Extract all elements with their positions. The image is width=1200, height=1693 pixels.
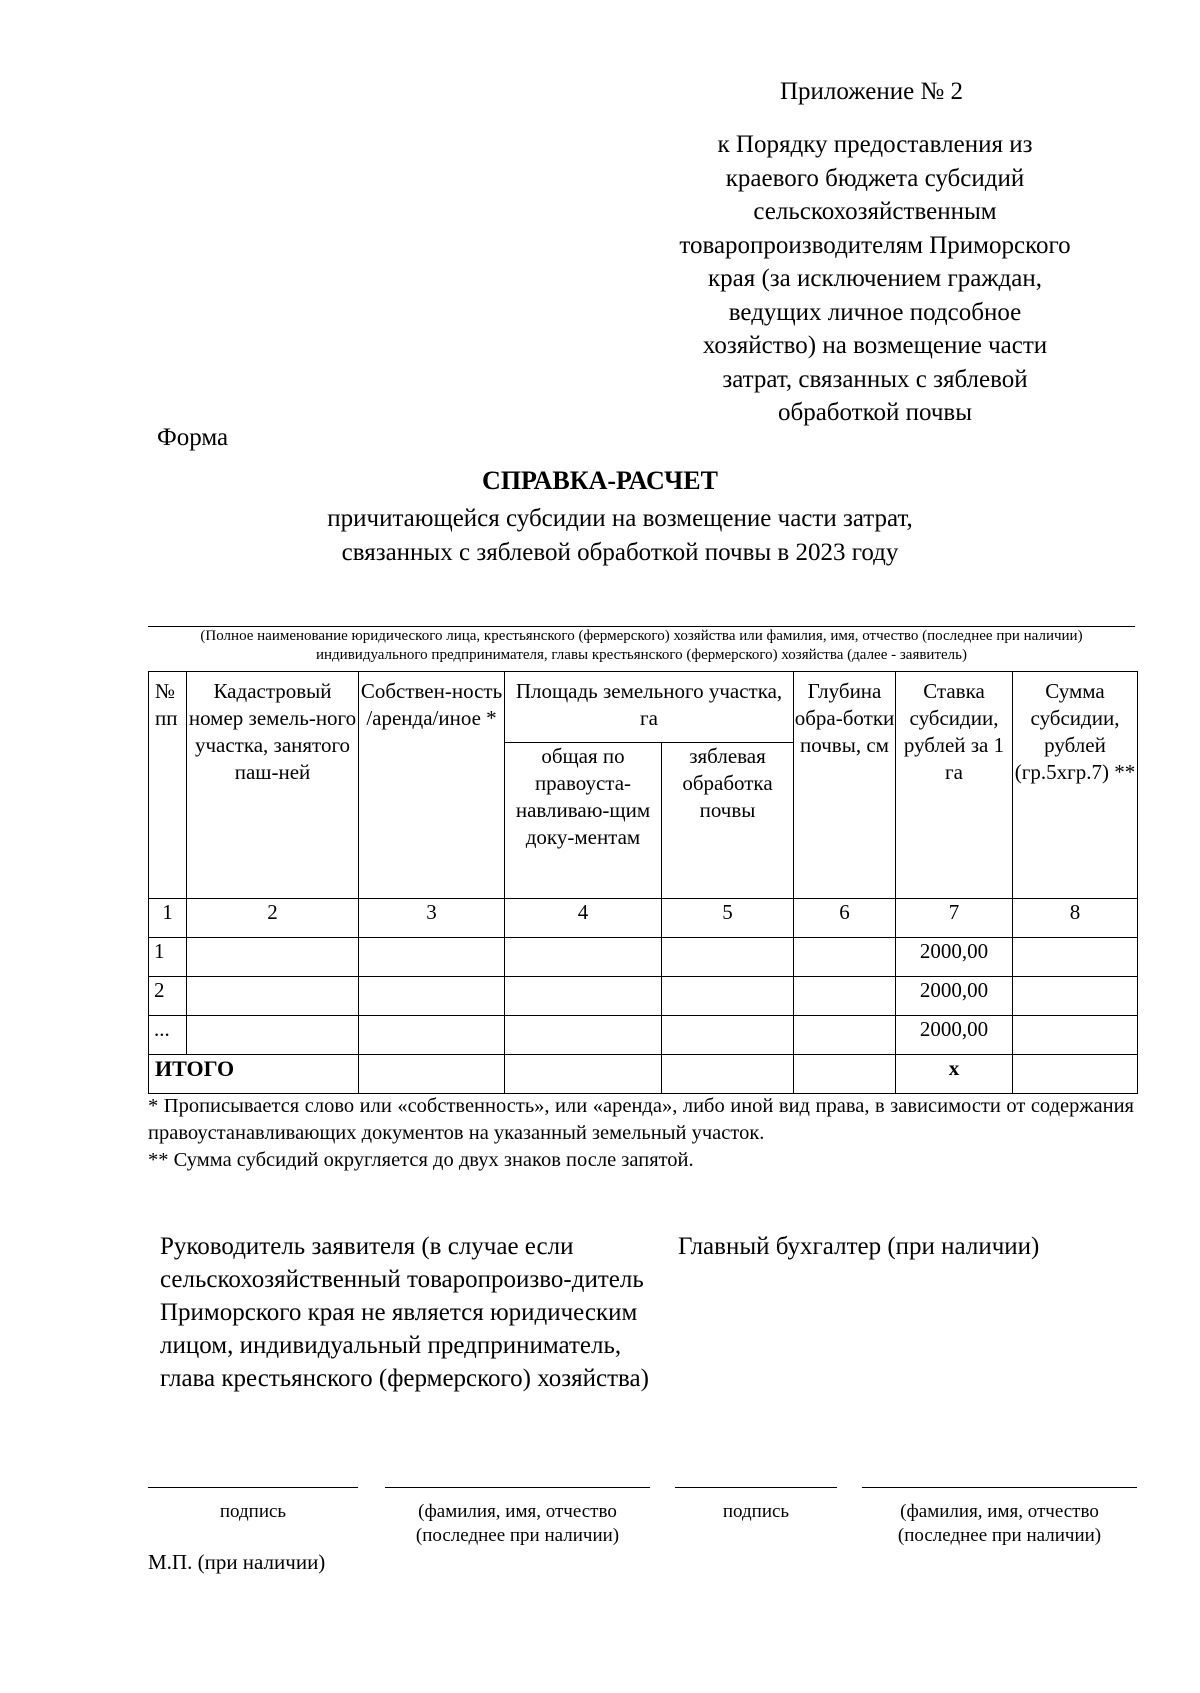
cadastral-cell[interactable]: [187, 938, 359, 977]
area-total-cell[interactable]: [505, 938, 662, 977]
appendix-line: ведущих личное подсобное: [728, 298, 1022, 326]
header-num: № пп: [149, 672, 187, 899]
document-title: СПРАВКА-РАСЧЕТ: [482, 466, 718, 495]
total-ownership-cell: [359, 1055, 505, 1094]
ownership-cell[interactable]: [359, 977, 505, 1016]
table-row: [149, 938, 1138, 977]
head-signature-caption: подпись: [219, 1501, 287, 1522]
document-subtitle: [250, 502, 990, 570]
column-number: 8: [1013, 899, 1138, 938]
depth-cell[interactable]: [794, 1016, 896, 1055]
cadastral-cell[interactable]: [187, 1016, 359, 1055]
total-label: ИТОГО: [149, 1055, 359, 1094]
area-autumn-cell[interactable]: [662, 1016, 794, 1055]
table-row: [149, 1016, 1138, 1055]
header-rate: Ставка субсидии, рублей за 1 га: [896, 672, 1013, 899]
appendix-line: обработкой почвы: [777, 399, 973, 426]
head-name-line[interactable]: [385, 1487, 650, 1488]
head-name-caption: (фамилия, имя, отчество (последнее при наличии): [415, 1501, 620, 1546]
column-number: 1: [149, 899, 187, 938]
rate-cell: 2000,00: [896, 938, 1013, 977]
column-number: 4: [505, 899, 662, 938]
subtitle-line: связанных с зяблевой обработкой почвы в 2023 году: [341, 539, 899, 566]
column-number: 6: [794, 899, 896, 938]
row-number: 1: [149, 938, 187, 977]
column-number: 2: [187, 899, 359, 938]
head-signature-line[interactable]: [148, 1487, 358, 1488]
accountant-name-line[interactable]: [862, 1487, 1137, 1488]
table-row: [149, 977, 1138, 1016]
appendix-title: Приложение № 2: [780, 78, 964, 105]
subtitle-line: причитающейся субсидии на возмещение части затрат,: [327, 505, 913, 532]
area-total-cell[interactable]: [505, 1016, 662, 1055]
sum-cell[interactable]: [1013, 1016, 1138, 1055]
sum-cell[interactable]: [1013, 938, 1138, 977]
stamp-label: М.П. (при наличии): [148, 1550, 326, 1574]
footnote-ownership: * Прописывается слово или «собственность», или «аренда», либо иной вид права, в зависимости от содержания правоустанавливающих документов на указанный земельный участок.: [148, 1095, 1134, 1144]
appendix-line: сельскохозяйственным: [753, 198, 997, 225]
header-sum: Сумма субсидии, рублей (гр.5хгр.7) **: [1013, 672, 1138, 899]
column-number: 5: [662, 899, 794, 938]
total-depth-cell: [794, 1055, 896, 1094]
row-number: 2: [149, 977, 187, 1016]
appendix-line: затрат, связанных с зяблевой: [722, 365, 1028, 393]
header-depth: Глубина обра-ботки почвы, см: [794, 672, 896, 899]
appendix-line: к Порядку предоставления из: [717, 131, 1033, 158]
applicant-caption: (Полное наименование юридического лица, крестьянского (фермерского) хозяйства или фамилия, имя, отчество (последнее при наличии) индивидуального предпринимателя, главы крестьянского (фермерского) хозяйства (далее - заявитель): [200, 628, 1083, 663]
appendix-line: товаропроизводителям Приморского: [679, 231, 1071, 259]
rate-cell: 2000,00: [896, 977, 1013, 1016]
form-label: Форма: [157, 424, 229, 451]
accountant-name-caption: (фамилия, имя, отчество (последнее при наличии): [897, 1501, 1102, 1546]
column-number: 7: [896, 899, 1013, 938]
rate-cell: 2000,00: [896, 1016, 1013, 1055]
total-sum-cell[interactable]: [1013, 1055, 1138, 1094]
accountant-signature-label: Главный бухгалтер (при наличии): [678, 1233, 1040, 1260]
appendix-description: [640, 128, 1110, 430]
total-rate-cell: х: [896, 1055, 1013, 1094]
total-row: [149, 1055, 1138, 1094]
head-signature-label: Руководитель заявителя (в случае если сельскохозяйственный товаропроизво-дитель Приморского края не является юридическим лицом, индивидуальный предприниматель, глава крестьянского (фермерского) хозяйства): [160, 1233, 649, 1392]
total-area-autumn-cell[interactable]: [662, 1055, 794, 1094]
cadastral-cell[interactable]: [187, 977, 359, 1016]
sum-cell[interactable]: [1013, 977, 1138, 1016]
header-area-group: Площадь земельного участка, га: [505, 672, 794, 743]
calculation-table: [148, 671, 1138, 1094]
accountant-signature-caption: подпись: [722, 1501, 790, 1522]
depth-cell[interactable]: [794, 938, 896, 977]
total-area-total-cell[interactable]: [505, 1055, 662, 1094]
footnotes: [148, 1093, 1134, 1174]
area-autumn-cell[interactable]: [662, 977, 794, 1016]
header-area-total: общая по правоуста-навливаю-щим доку-ментам: [505, 743, 662, 899]
accountant-signature-line[interactable]: [675, 1487, 837, 1488]
header-cadastral: Кадастровый номер земель-ного участка, занятого паш-ней: [187, 672, 359, 899]
area-autumn-cell[interactable]: [662, 938, 794, 977]
row-number: ...: [149, 1016, 187, 1055]
footnote-rounding: ** Сумма субсидий округляется до двух знаков после запятой.: [148, 1149, 694, 1171]
column-numbers-row: [149, 899, 1138, 938]
column-number: 3: [359, 899, 505, 938]
depth-cell[interactable]: [794, 977, 896, 1016]
area-total-cell[interactable]: [505, 977, 662, 1016]
header-area-autumn: зяблевая обработка почвы: [662, 743, 794, 899]
appendix-line: краевого бюджета субсидий: [725, 164, 1025, 192]
ownership-cell[interactable]: [359, 1016, 505, 1055]
appendix-line: хозяйство) на возмещение части: [702, 332, 1048, 359]
header-ownership: Собствен-ность /аренда/иное *: [359, 672, 505, 899]
ownership-cell[interactable]: [359, 938, 505, 977]
appendix-line: края (за исключением граждан,: [707, 265, 1043, 292]
